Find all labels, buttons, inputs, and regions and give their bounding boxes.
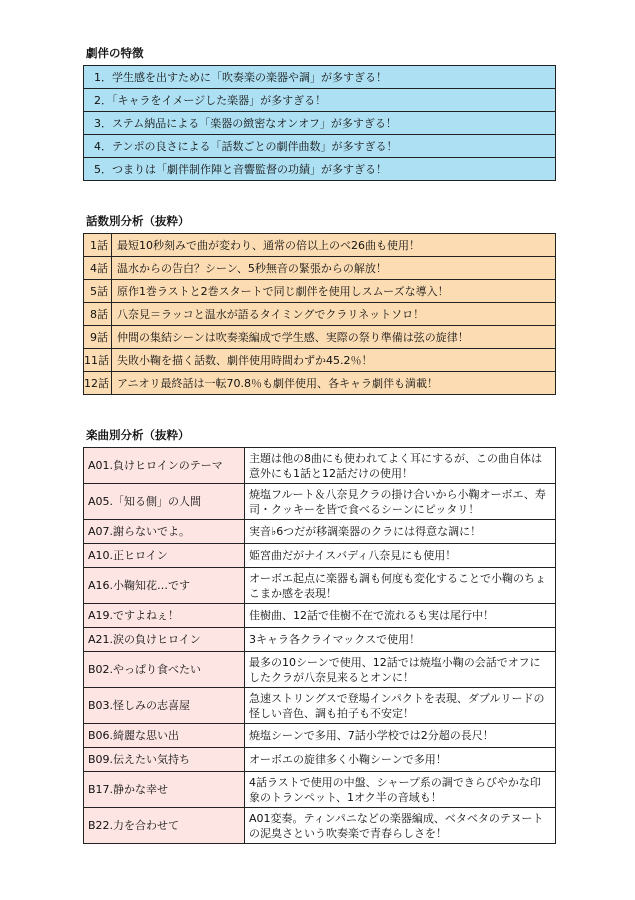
episode-text: 失敗小鞠を描く話数、劇伴使用時間わずか45.2％！ bbox=[112, 349, 556, 372]
feature-row bbox=[84, 66, 556, 89]
episodes-table bbox=[83, 233, 556, 395]
episodes-title: 話数別分析（抜粋） bbox=[86, 214, 190, 228]
feature-text: 2．「キャラをイメージした楽器」が多すぎる！ bbox=[84, 89, 556, 112]
episode-row bbox=[84, 303, 556, 326]
feature-text: 4．テンポの良さによる「話数ごとの劇伴曲数」が多すぎる！ bbox=[84, 135, 556, 158]
track-note: オーボエ起点に楽器も調も何度も変化することで小鞠のちょこまか感を表現！ bbox=[245, 568, 556, 604]
episode-row bbox=[84, 349, 556, 372]
track-row bbox=[84, 448, 556, 484]
track-note: 実音♭6つだが移調楽器のクラには得意な調に！ bbox=[245, 520, 556, 544]
feature-row bbox=[84, 135, 556, 158]
track-name: B22.力を合わせて bbox=[84, 808, 245, 844]
track-row bbox=[84, 604, 556, 628]
features-table bbox=[83, 65, 556, 181]
episode-text: アニオリ最終話は一転70.8％も劇伴使用、各キャラ劇伴も満載！ bbox=[112, 372, 556, 395]
track-name: A01.負けヒロインのテーマ bbox=[84, 448, 245, 484]
track-note: 急速ストリングスで登場インパクトを表現、ダブルリードの怪しい音色、調も拍子も不安定！ bbox=[245, 688, 556, 724]
track-name: B06.綺麗な思い出 bbox=[84, 724, 245, 748]
track-name: A05.「知る側」の人間 bbox=[84, 484, 245, 520]
track-name: A07.謝らないでよ。 bbox=[84, 520, 245, 544]
episode-number: 1話 bbox=[84, 234, 112, 257]
track-row bbox=[84, 724, 556, 748]
episode-number: 11話 bbox=[84, 349, 112, 372]
track-row bbox=[84, 652, 556, 688]
features-title: 劇伴の特徴 bbox=[86, 46, 144, 60]
track-name: A16.小鞠知花…です bbox=[84, 568, 245, 604]
track-row bbox=[84, 520, 556, 544]
track-note: A01変奏。ティンパニなどの楽器編成、ベタベタのテヌートの泥臭さという吹奏楽で青春らしさを！ bbox=[245, 808, 556, 844]
track-row bbox=[84, 484, 556, 520]
track-note: 姫宮曲だがナイスバディ八奈見にも使用！ bbox=[245, 544, 556, 568]
track-name: A19.ですよねぇ！ bbox=[84, 604, 245, 628]
track-name: B17.静かな幸せ bbox=[84, 772, 245, 808]
feature-row bbox=[84, 89, 556, 112]
track-note: 4話ラストで使用の中盤、シャープ系の調できらびやかな印象のトランペット、1オク半の音域も！ bbox=[245, 772, 556, 808]
episode-row bbox=[84, 280, 556, 303]
episode-text: 温水からの告白？シーン、5秒無音の緊張からの解放！ bbox=[112, 257, 556, 280]
track-row bbox=[84, 688, 556, 724]
track-note: 主題は他の8曲にも使われてよく耳にするが、この曲自体は意外にも1話と12話だけの使用！ bbox=[245, 448, 556, 484]
feature-row bbox=[84, 158, 556, 181]
track-row bbox=[84, 544, 556, 568]
track-note: 佳樹曲、12話で佳樹不在で流れるも実は尾行中！ bbox=[245, 604, 556, 628]
track-row bbox=[84, 808, 556, 844]
track-row bbox=[84, 772, 556, 808]
episode-row bbox=[84, 326, 556, 349]
episode-row bbox=[84, 257, 556, 280]
track-row bbox=[84, 748, 556, 772]
tracks-title: 楽曲別分析（抜粋） bbox=[86, 428, 190, 442]
tracks-table bbox=[83, 447, 556, 844]
track-name: A21.涙の負けヒロイン bbox=[84, 628, 245, 652]
track-note: 焼塩フルート＆八奈見クラの掛け合いから小鞠オーボエ、寿司・クッキーを皆で食べるシーンにピッタリ！ bbox=[245, 484, 556, 520]
episode-number: 12話 bbox=[84, 372, 112, 395]
episode-text: 原作1巻ラストと2巻スタートで同じ劇伴を使用しスムーズな導入！ bbox=[112, 280, 556, 303]
track-name: A10.正ヒロイン bbox=[84, 544, 245, 568]
track-name: B03.怪しみの志喜屋 bbox=[84, 688, 245, 724]
track-row bbox=[84, 568, 556, 604]
track-note: 最多の10シーンで使用、12話では焼塩小鞠の会話でオフにしたクラが八奈見来るとオンに！ bbox=[245, 652, 556, 688]
episode-row bbox=[84, 234, 556, 257]
feature-text: 1．学生感を出すために「吹奏楽の楽器や調」が多すぎる！ bbox=[84, 66, 556, 89]
episode-text: 最短10秒刻みで曲が変わり、通常の倍以上のベ26曲も使用！ bbox=[112, 234, 556, 257]
episode-text: 八奈見＝ラッコと温水が語るタイミングでクラリネットソロ！ bbox=[112, 303, 556, 326]
episode-number: 5話 bbox=[84, 280, 112, 303]
track-note: 3キャラ各クライマックスで使用！ bbox=[245, 628, 556, 652]
track-note: 焼塩シーンで多用、7話小学校では2分超の長尺！ bbox=[245, 724, 556, 748]
feature-text: 5．つまりは「劇伴制作陣と音響監督の功績」が多すぎる！ bbox=[84, 158, 556, 181]
episode-text: 仲間の集結シーンは吹奏楽編成で学生感、実際の祭り準備は弦の旋律！ bbox=[112, 326, 556, 349]
feature-text: 3．ステム納品による「楽器の緻密なオンオフ」が多すぎる！ bbox=[84, 112, 556, 135]
track-name: B02.やっぱり食べたい bbox=[84, 652, 245, 688]
episode-row bbox=[84, 372, 556, 395]
episode-number: 9話 bbox=[84, 326, 112, 349]
episode-number: 8話 bbox=[84, 303, 112, 326]
track-row bbox=[84, 628, 556, 652]
track-note: オーボエの旋律多く小鞠シーンで多用！ bbox=[245, 748, 556, 772]
feature-row bbox=[84, 112, 556, 135]
track-name: B09.伝えたい気持ち bbox=[84, 748, 245, 772]
episode-number: 4話 bbox=[84, 257, 112, 280]
